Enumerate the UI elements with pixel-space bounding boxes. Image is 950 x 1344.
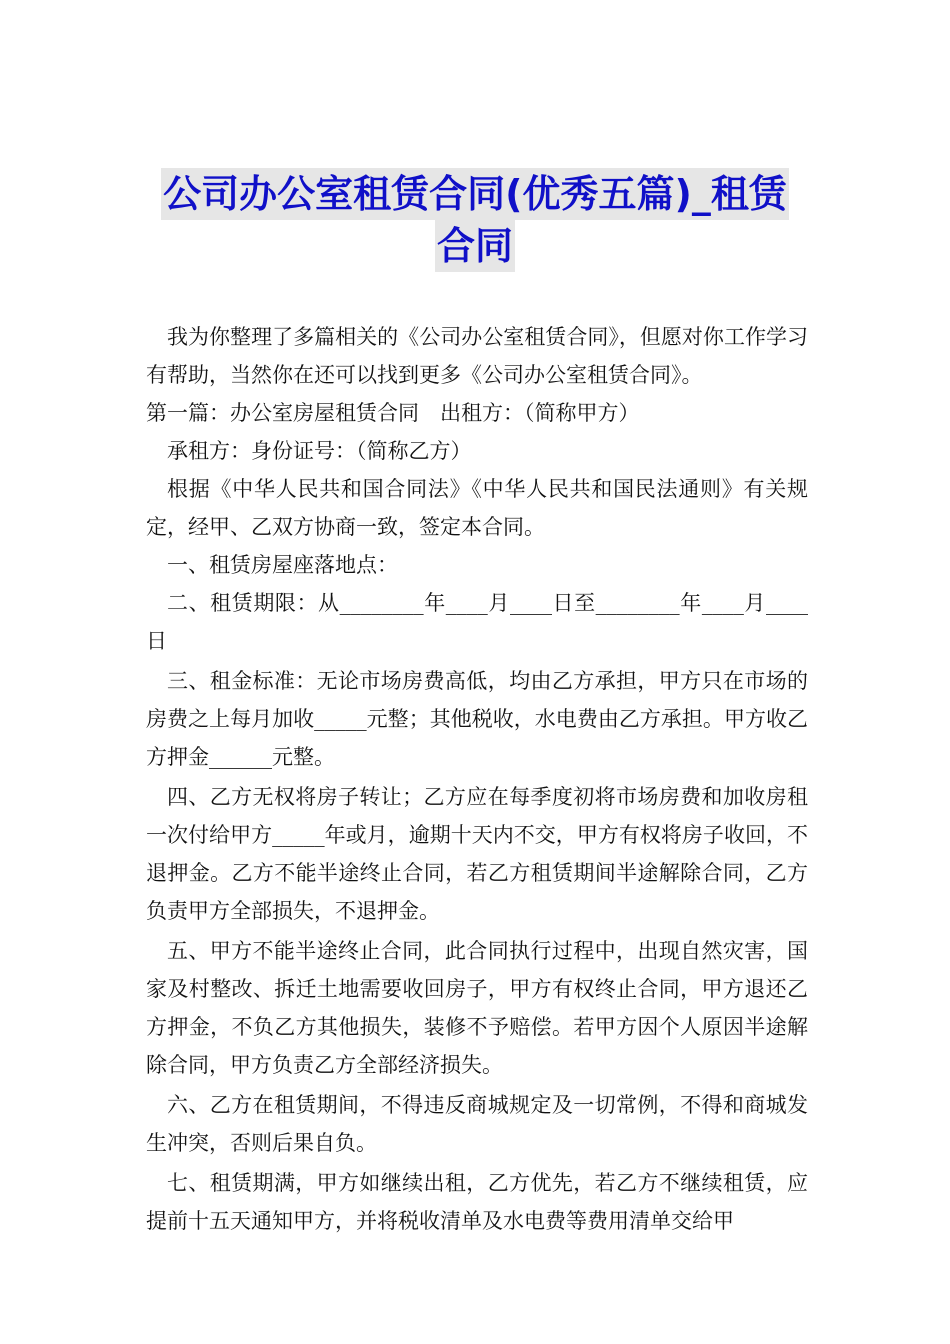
document-body bbox=[146, 318, 808, 1240]
intro-paragraph: 我为你整理了多篇相关的《公司办公室租赁合同》，但愿对你工作学习有帮助，当然你在还可以找到更多《公司办公室租赁合同》。 bbox=[146, 325, 808, 387]
lessee-line: 承租方：身份证号：（简称乙方） bbox=[167, 439, 472, 463]
section-heading-first-article: 第一篇：办公室房屋租赁合同 出租方：（简称甲方） bbox=[146, 401, 640, 425]
clause-4-transfer: 四、乙方无权将房子转让；乙方应在每季度初将市场房费和加收房租一次付给甲方_____年或月，逾期十天内不交，甲方有权将房子收回，不退押金。乙方不能半途终止合同，若乙方租赁期间半途解除合同，乙方负责甲方全部损失，不退押金。 bbox=[146, 785, 808, 923]
document-title bbox=[0, 168, 950, 272]
clause-2-term: 二、租赁期限：从________年____月____日至________年____月____日 bbox=[146, 591, 808, 653]
title-line-2: 合同 bbox=[435, 220, 515, 272]
clause-5-termination: 五、甲方不能半途终止合同，此合同执行过程中，出现自然灾害，国家及村整改、拆迁土地需要收回房子，甲方有权终止合同，甲方退还乙方押金，不负乙方其他损失，装修不予赔偿。若甲方因个人原因半途解除合同，甲方负责乙方全部经济损失。 bbox=[146, 939, 808, 1077]
clause-6-rules: 六、乙方在租赁期间，不得违反商城规定及一切常例，不得和商城发生冲突，否则后果自负。 bbox=[146, 1093, 808, 1155]
title-line-1: 公司办公室租赁合同(优秀五篇)_租赁 bbox=[161, 168, 789, 220]
clause-3-rent: 三、租金标准：无论市场房费高低，均由乙方承担，甲方只在市场的房费之上每月加收_____元整；其他税收，水电费由乙方承担。甲方收乙方押金______元整。 bbox=[146, 669, 808, 769]
clause-1-location: 一、租赁房屋座落地点： bbox=[167, 553, 398, 577]
basis-paragraph: 根据《中华人民共和国合同法》《中华人民共和国民法通则》有关规定，经甲、乙双方协商一致，签定本合同。 bbox=[146, 477, 808, 539]
clause-7-expiry: 七、租赁期满，甲方如继续出租，乙方优先，若乙方不继续租赁，应提前十五天通知甲方，并将税收清单及水电费等费用清单交给甲 bbox=[146, 1171, 808, 1233]
